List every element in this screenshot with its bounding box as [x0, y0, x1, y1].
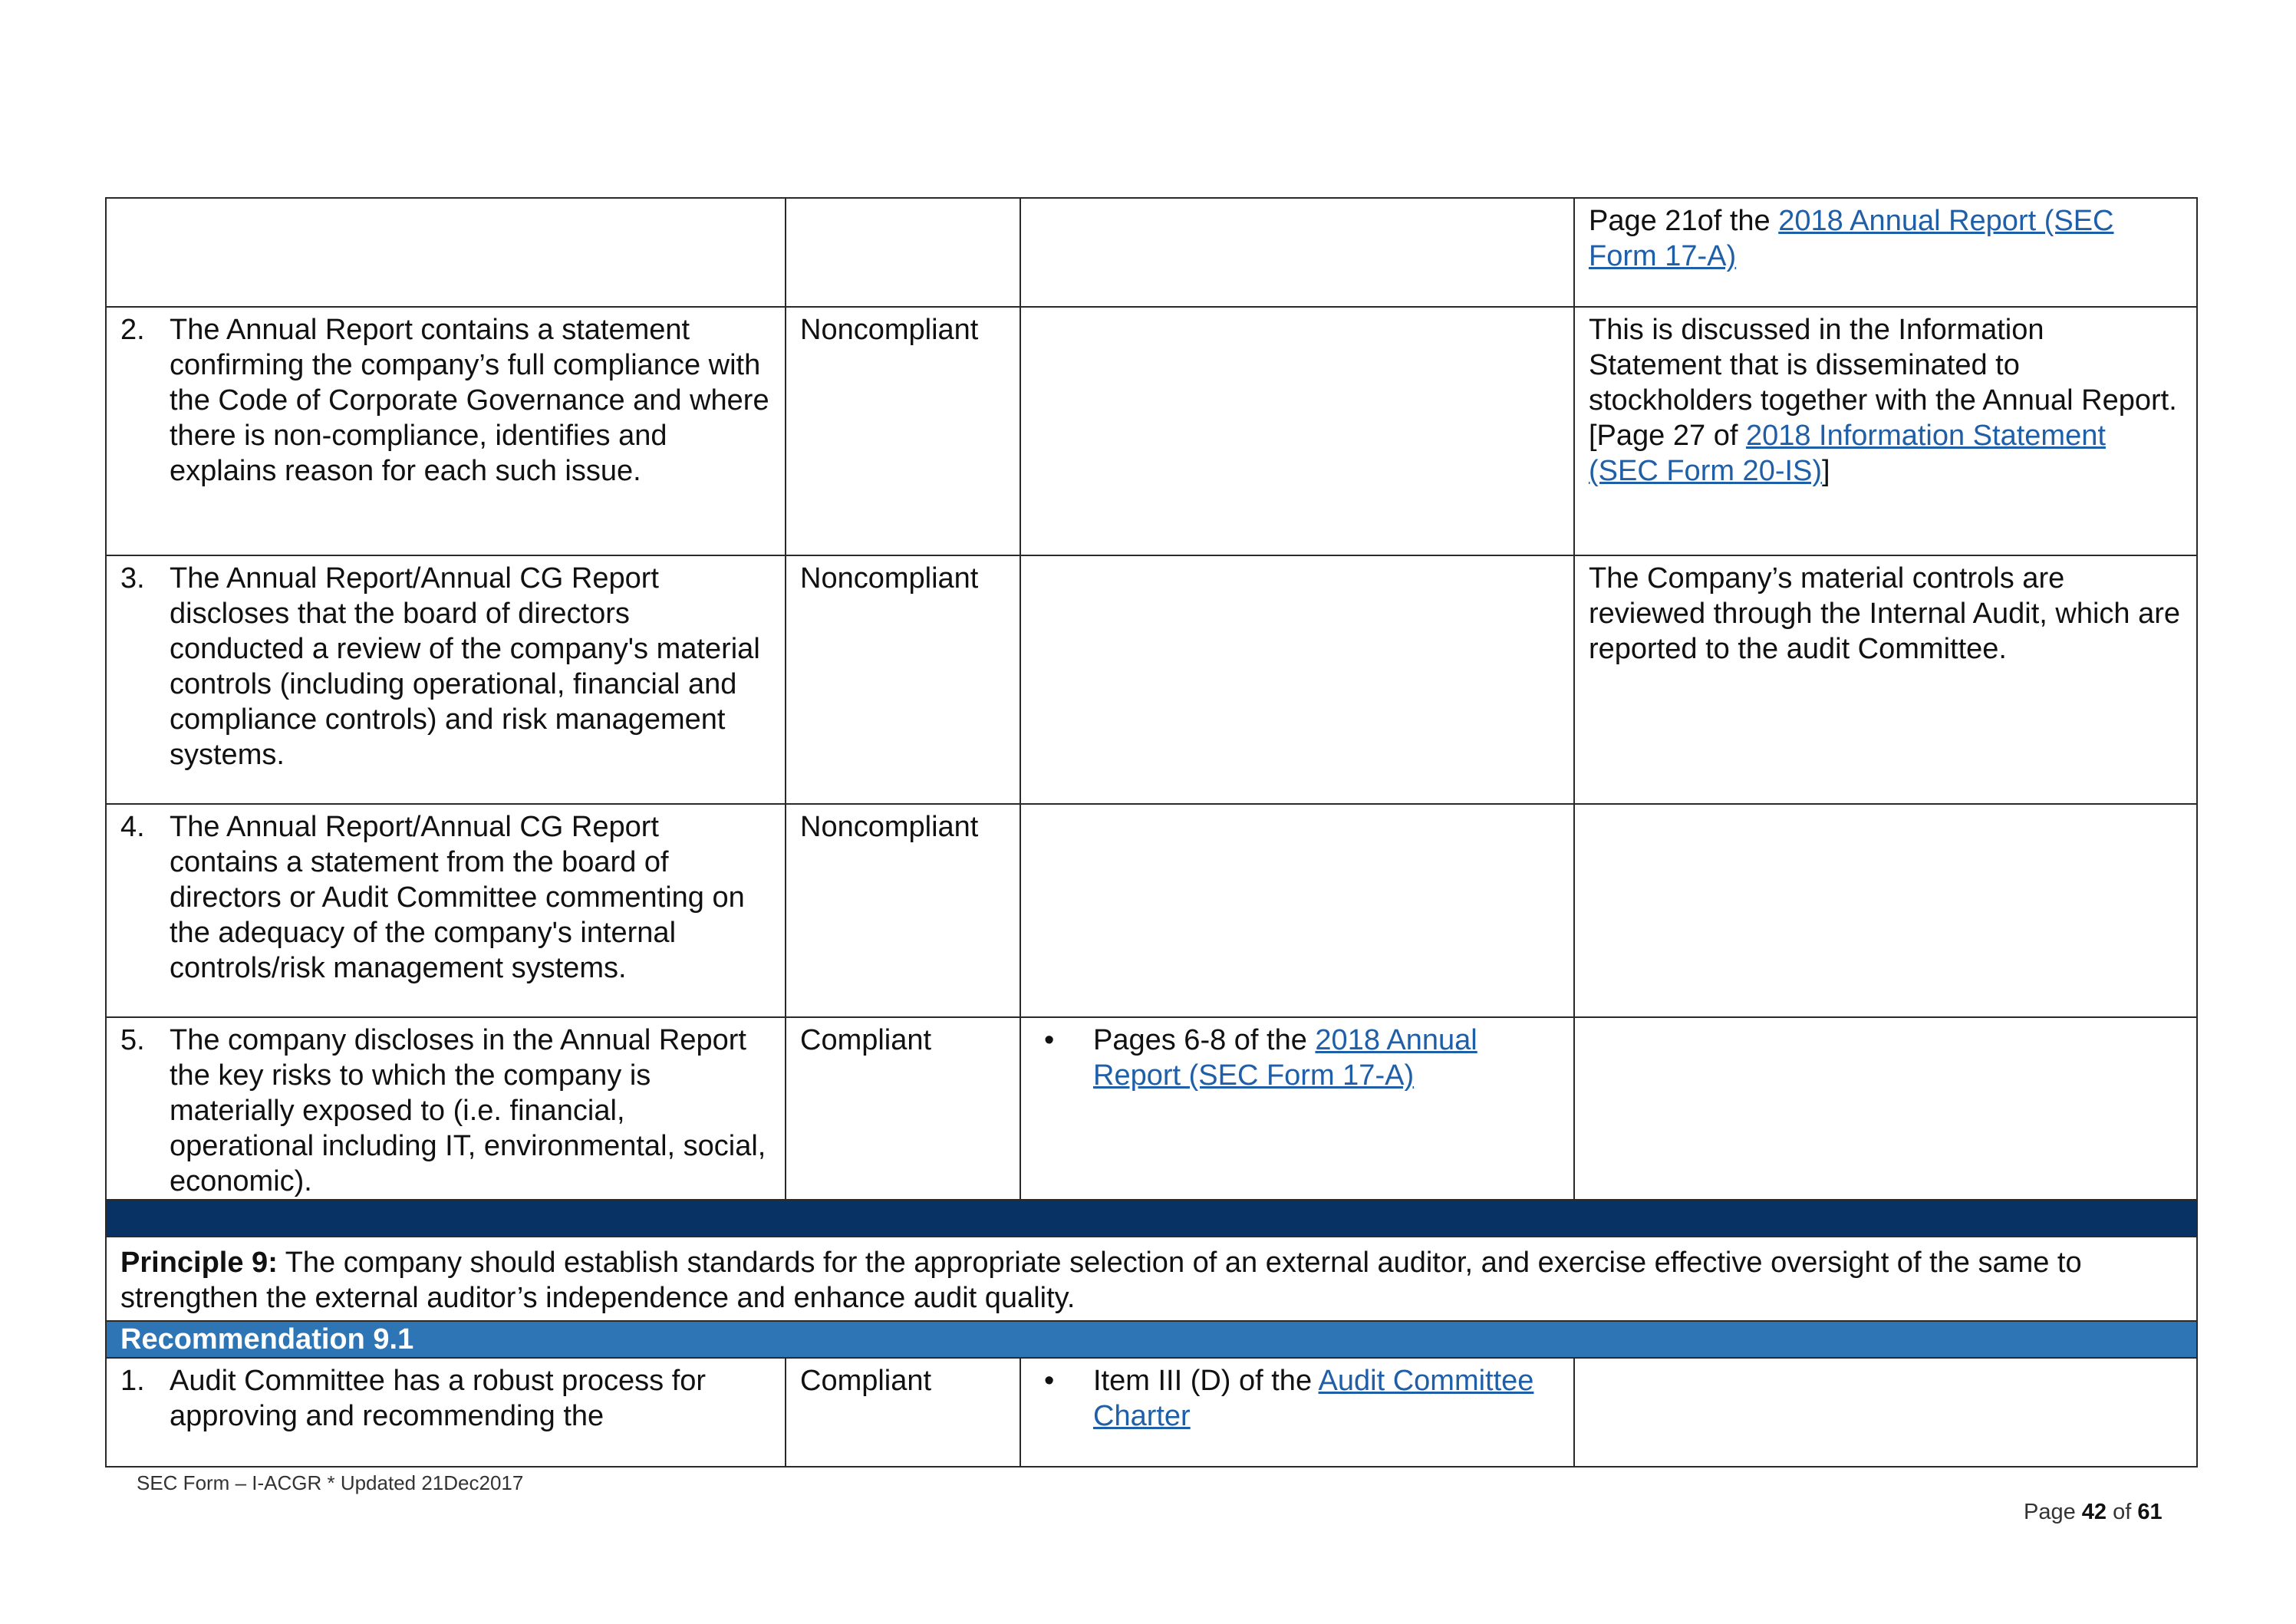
status-cell: Compliant: [786, 1358, 1020, 1467]
table-row: [106, 307, 2197, 555]
table-row: [106, 1358, 2197, 1467]
item-text: The Annual Report/Annual CG Report contains a statement from the board of directors or Audit Committee commenting on the adequacy of the company's internal controls/risk management systems.: [170, 811, 745, 984]
annual-report-link[interactable]: 2018 Annual Report (SEC Form 17-A): [1093, 1024, 1477, 1092]
item-number: 5.: [120, 1024, 145, 1056]
principle-label: Principle 9:: [120, 1247, 278, 1279]
recommendation-cell: [106, 555, 786, 804]
audit-committee-charter-link[interactable]: Audit Committee Charter: [1093, 1365, 1534, 1432]
bullet: •: [1044, 1024, 1055, 1056]
status-cell: Compliant: [786, 1017, 1020, 1200]
table-row: [106, 198, 2197, 307]
table-row: [106, 555, 2197, 804]
item-number: 1.: [120, 1365, 145, 1397]
explanation-cell: Page 21of the 2018 Annual Report (SEC Form 17-A): [1574, 198, 2197, 307]
explanation-cell: This is discussed in the Information Statement that is disseminated to stockholders together with the Annual Report. [Page 27 of 2018 Information Statement (SEC Form 20-IS)]: [1574, 307, 2197, 555]
status-cell: Noncompliant: [786, 804, 1020, 1017]
form-footer: SEC Form – I-ACGR * Updated 21Dec2017: [137, 1471, 524, 1494]
item-text: The company discloses in the Annual Report the key risks to which the company is materially exposed to (i.e. financial, operational including IT, environmental, social, economic).: [170, 1024, 766, 1197]
explanation-cell: The Company’s material controls are reviewed through the Internal Audit, which are reported to the audit Committee.: [1574, 555, 2197, 804]
recommendation-cell: [106, 804, 786, 1017]
section-divider: [106, 1200, 2197, 1237]
reference-cell: • Item III (D) of the Audit Committee Charter: [1020, 1358, 1574, 1467]
item-text: Audit Committee has a robust process for approving and recommending the: [170, 1365, 707, 1432]
page-number: Page 42 of 61: [2024, 1500, 2163, 1524]
status-cell: Noncompliant: [786, 555, 1020, 804]
status-cell: Noncompliant: [786, 307, 1020, 555]
principle-row: [106, 1237, 2197, 1321]
reference-cell: • Pages 6-8 of the 2018 Annual Report (SEC Form 17-A): [1020, 1017, 1574, 1200]
item-number: 3.: [120, 562, 145, 595]
recommendation-cell: [106, 1358, 786, 1467]
table-row: [106, 1017, 2197, 1200]
recommendation-cell: [106, 307, 786, 555]
annual-report-link[interactable]: 2018 Annual Report (SEC Form 17-A): [1589, 205, 2114, 272]
compliance-table: [105, 197, 2198, 1468]
item-number: 2.: [120, 314, 145, 346]
item-text: The Annual Report/Annual CG Report discloses that the board of directors conducted a review of the company's material controls (including operational, financial and compliance controls) and risk management systems.: [170, 562, 760, 771]
principle-text: The company should establish standards for the appropriate selection of an external auditor, and exercise effective oversight of the same to strengthen the external auditor’s independence and enhance audit quality.: [120, 1247, 2082, 1314]
bullet: •: [1044, 1365, 1055, 1397]
table-row: [106, 804, 2197, 1017]
item-number: 4.: [120, 811, 145, 843]
recommendation-header: Recommendation 9.1: [106, 1321, 2197, 1358]
recommendation-cell: [106, 1017, 786, 1200]
item-text: The Annual Report contains a statement confirming the company’s full compliance with the Code of Corporate Governance and where there is non-compliance, identifies and explains reason for each such issue.: [170, 314, 769, 487]
information-statement-link[interactable]: 2018 Information Statement (SEC Form 20-IS): [1589, 420, 2106, 487]
